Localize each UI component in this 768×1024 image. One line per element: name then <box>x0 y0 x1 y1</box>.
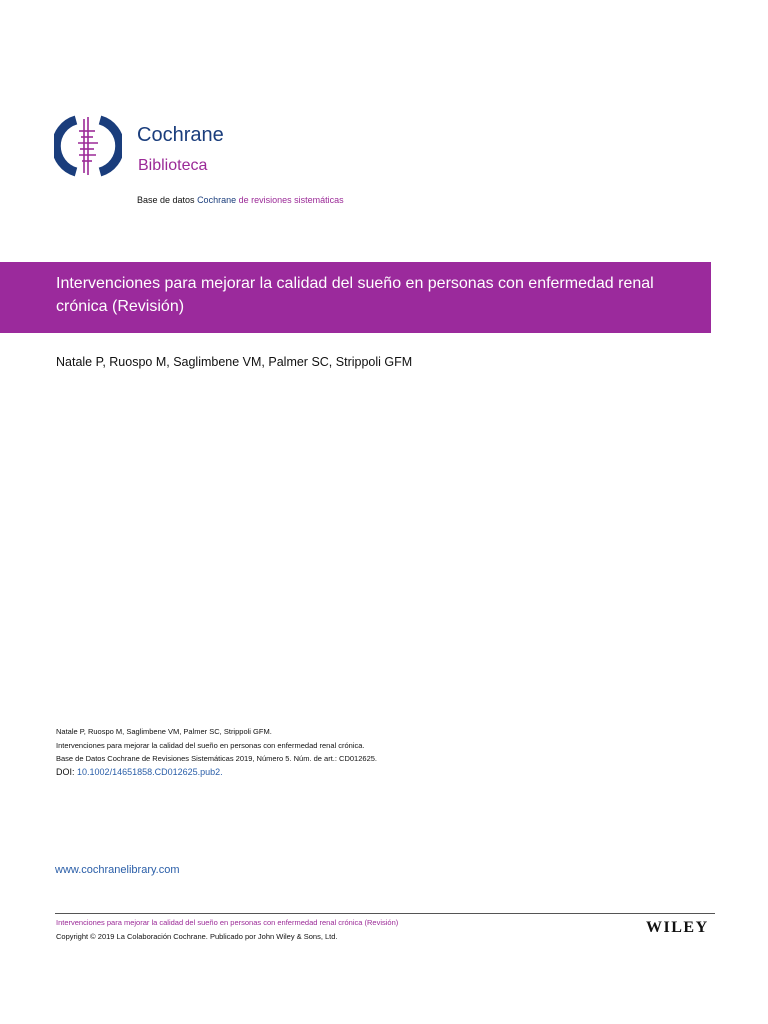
doi-link[interactable]: 10.1002/14651858.CD012625.pub2. <box>77 767 223 777</box>
brand-name: Cochrane <box>137 124 224 146</box>
authors: Natale P, Ruospo M, Saglimbene VM, Palmer SC, Strippoli GFM <box>56 355 413 369</box>
website-link[interactable]: www.cochranelibrary.com <box>55 864 180 876</box>
citation-source: Base de Datos Cochrane de Revisiones Sistemáticas 2019, Número 5. Núm. de art.: CD012625. <box>56 754 377 763</box>
database-cochrane: Cochrane <box>197 195 237 205</box>
database-line <box>137 195 344 205</box>
database-prefix: Base de datos <box>137 195 195 205</box>
footer-title: Intervenciones para mejorar la calidad del sueño en personas con enfermedad renal crónica (Revisión) <box>56 918 399 927</box>
citation-authors: Natale P, Ruospo M, Saglimbene VM, Palmer SC, Strippoli GFM. <box>56 727 272 736</box>
database-name: de revisiones sistemáticas <box>238 195 344 205</box>
footer-copyright: Copyright © 2019 La Colaboración Cochrane. Publicado por John Wiley & Sons, Ltd. <box>56 932 338 941</box>
citation-title: Intervenciones para mejorar la calidad del sueño en personas con enfermedad renal crónica. <box>56 741 365 750</box>
brand-subtitle: Biblioteca <box>138 157 208 174</box>
doi-label: DOI: <box>56 767 75 777</box>
cochrane-logo-icon <box>54 113 122 179</box>
publisher-logo: WILEY <box>646 919 709 936</box>
citation-doi <box>56 767 223 777</box>
footer-divider <box>55 913 715 914</box>
page-title: Intervenciones para mejorar la calidad del sueño en personas con enfermedad renal crónica (Revisión) <box>56 275 654 315</box>
